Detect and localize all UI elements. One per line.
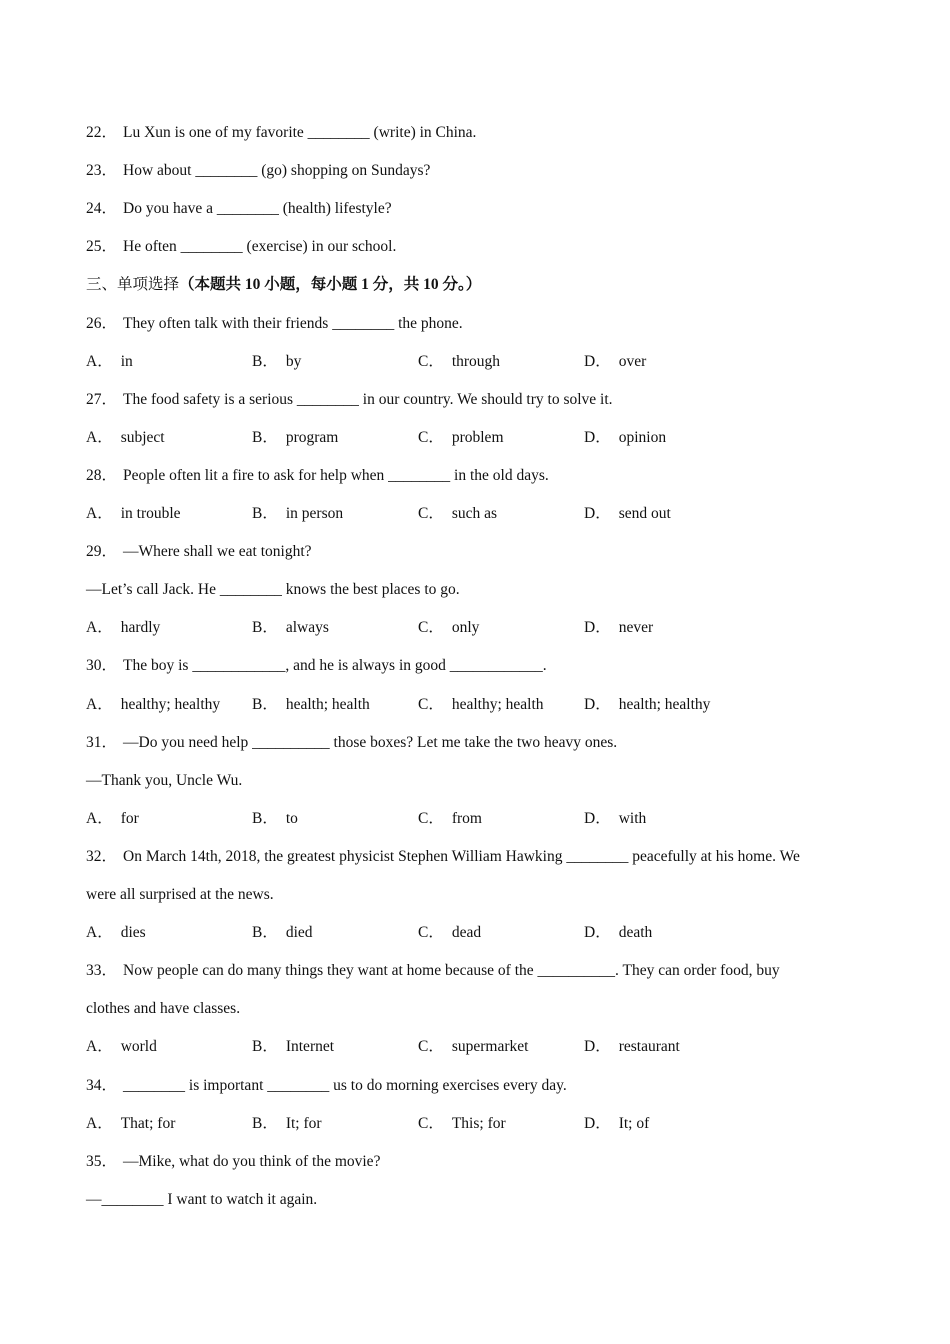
option-text: world [120,1038,157,1055]
answer-option [252,616,418,640]
option-letter: D． [584,696,611,713]
option-letter: D． [584,353,611,370]
question-text: —Mike, what do you think of the movie? [123,1153,381,1170]
option-text: program [285,429,339,446]
question-text: Now people can do many things they want at home because of the __________. They can order food, buy [123,962,780,979]
question-stem [86,731,870,755]
option-text: always [285,619,329,636]
question-stem [86,312,870,336]
question-text: —Thank you, Uncle Wu. [86,772,243,789]
answer-options [86,693,870,717]
option-text: with [618,810,647,827]
question-stem [86,388,870,412]
answer-option [584,426,750,450]
question-stem [86,1150,870,1174]
fill-in-question [86,159,870,183]
answer-option [584,502,750,526]
question-number: 22． [86,124,118,141]
question-text: They often talk with their friends ________ the phone. [123,315,463,332]
option-text: problem [451,429,504,446]
option-text: over [618,353,647,370]
fill-in-question [86,235,870,259]
option-letter: C． [418,810,444,827]
answer-option [584,1035,750,1059]
answer-option [584,921,750,945]
question-text: How about ________ (go) shopping on Sundays? [123,162,431,179]
answer-option [418,693,584,717]
option-letter: C． [418,696,444,713]
option-letter: A． [86,1038,113,1055]
option-text: That; for [120,1115,176,1132]
option-letter: D． [584,505,611,522]
question-text: The boy is ____________, and he is always in good ____________. [123,657,547,674]
option-letter: B． [252,1115,278,1132]
answer-option [86,350,252,374]
option-text: died [285,924,313,941]
answer-option [418,1035,584,1059]
question-stem [86,1074,870,1098]
option-letter: B． [252,429,278,446]
question-stem [86,959,870,983]
answer-option [252,921,418,945]
option-letter: A． [86,353,113,370]
answer-options [86,502,870,526]
option-letter: C． [418,1115,444,1132]
answer-option [86,807,252,831]
option-text: It; for [285,1115,322,1132]
option-letter: A． [86,1115,113,1132]
answer-option [418,350,584,374]
question-number: 35． [86,1153,118,1170]
option-text: restaurant [618,1038,680,1055]
answer-option [418,807,584,831]
option-text: death [618,924,653,941]
answer-options [86,426,870,450]
option-letter: D． [584,924,611,941]
option-text: opinion [618,429,667,446]
answer-option [418,1112,584,1136]
answer-options [86,807,870,831]
answer-option [584,693,750,717]
option-letter: C． [418,619,444,636]
answer-option [86,616,252,640]
question-text: Do you have a ________ (health) lifestyle? [123,200,392,217]
question-stem-continued [86,883,870,907]
option-text: healthy; health [451,696,544,713]
section-title: 三、单项选择 [86,276,180,293]
option-text: Internet [285,1038,335,1055]
fill-in-question [86,121,870,145]
option-letter: D． [584,1115,611,1132]
option-letter: D． [584,429,611,446]
option-text: in person [285,505,344,522]
answer-option [584,350,750,374]
question-stem-continued [86,578,870,602]
answer-option [86,502,252,526]
question-text: The food safety is a serious ________ in our country. We should try to solve it. [123,391,613,408]
answer-option [584,616,750,640]
question-text: clothes and have classes. [86,1000,241,1017]
answer-option [86,1035,252,1059]
answer-option [252,502,418,526]
option-text: send out [618,505,671,522]
question-stem-continued [86,769,870,793]
option-text: in trouble [120,505,181,522]
option-letter: C． [418,429,444,446]
question-text: —Let’s call Jack. He ________ knows the best places to go. [86,581,460,598]
option-letter: C． [418,1038,444,1055]
question-number: 28． [86,467,118,484]
option-text: never [618,619,654,636]
option-letter: A． [86,924,113,941]
option-letter: A． [86,619,113,636]
option-text: health; healthy [618,696,711,713]
question-text: ________ is important ________ us to do morning exercises every day. [123,1077,567,1094]
answer-option [252,1112,418,1136]
option-letter: D． [584,619,611,636]
answer-options [86,1035,870,1059]
option-text: to [285,810,298,827]
question-number: 26． [86,315,118,332]
question-text: —Where shall we eat tonight? [123,543,312,560]
question-number: 24． [86,200,118,217]
option-letter: B． [252,810,278,827]
option-letter: A． [86,810,113,827]
option-letter: A． [86,505,113,522]
question-text: —________ I want to watch it again. [86,1191,318,1208]
fill-in-question [86,197,870,221]
option-text: This; for [451,1115,506,1132]
answer-options [86,616,870,640]
option-text: health; health [285,696,370,713]
answer-option [252,693,418,717]
answer-option [418,921,584,945]
option-text: only [451,619,480,636]
question-stem [86,540,870,564]
option-text: from [451,810,482,827]
option-letter: C． [418,924,444,941]
question-stem [86,845,870,869]
option-letter: D． [584,1038,611,1055]
answer-option [252,350,418,374]
answer-option [584,807,750,831]
option-text: dead [451,924,482,941]
option-letter: A． [86,696,113,713]
question-number: 25． [86,238,118,255]
section-instructions: （本题共 10 小题，每小题 1 分，共 10 分。） [179,276,482,293]
option-letter: B． [252,353,278,370]
question-number: 34． [86,1077,118,1094]
answer-options [86,1112,870,1136]
option-text: through [451,353,501,370]
answer-option [252,1035,418,1059]
answer-option [86,1112,252,1136]
answer-option [86,693,252,717]
question-text: People often lit a fire to ask for help when ________ in the old days. [123,467,549,484]
answer-option [86,921,252,945]
answer-option [418,502,584,526]
question-stem-continued [86,1188,870,1212]
option-letter: A． [86,429,113,446]
option-text: such as [451,505,498,522]
option-text: for [120,810,139,827]
option-text: in [120,353,133,370]
option-text: healthy; healthy [120,696,221,713]
question-number: 31． [86,734,118,751]
answer-option [252,807,418,831]
option-text: It; of [618,1115,650,1132]
option-letter: B． [252,619,278,636]
question-number: 32． [86,848,118,865]
option-letter: B． [252,1038,278,1055]
answer-options [86,350,870,374]
question-text: He often ________ (exercise) in our school. [123,238,397,255]
question-text: —Do you need help __________ those boxes? Let me take the two heavy ones. [123,734,618,751]
option-text: supermarket [451,1038,529,1055]
option-letter: C． [418,353,444,370]
question-stem-continued [86,997,870,1021]
answer-option [252,426,418,450]
option-letter: B． [252,924,278,941]
section-heading [86,273,870,297]
answer-option [418,426,584,450]
question-text: were all surprised at the news. [86,886,274,903]
question-text: Lu Xun is one of my favorite ________ (write) in China. [123,124,477,141]
option-letter: B． [252,505,278,522]
option-letter: B． [252,696,278,713]
question-stem [86,464,870,488]
question-number: 27． [86,391,118,408]
answer-option [86,426,252,450]
option-letter: D． [584,810,611,827]
answer-option [584,1112,750,1136]
option-letter: C． [418,505,444,522]
option-text: subject [120,429,165,446]
option-text: by [285,353,302,370]
question-stem [86,654,870,678]
answer-option [418,616,584,640]
option-text: dies [120,924,146,941]
question-text: On March 14th, 2018, the greatest physicist Stephen William Hawking ________ peacefully at his home. We [123,848,800,865]
question-number: 23． [86,162,118,179]
option-text: hardly [120,619,161,636]
question-number: 33． [86,962,118,979]
question-number: 30． [86,657,118,674]
question-number: 29． [86,543,118,560]
answer-options [86,921,870,945]
